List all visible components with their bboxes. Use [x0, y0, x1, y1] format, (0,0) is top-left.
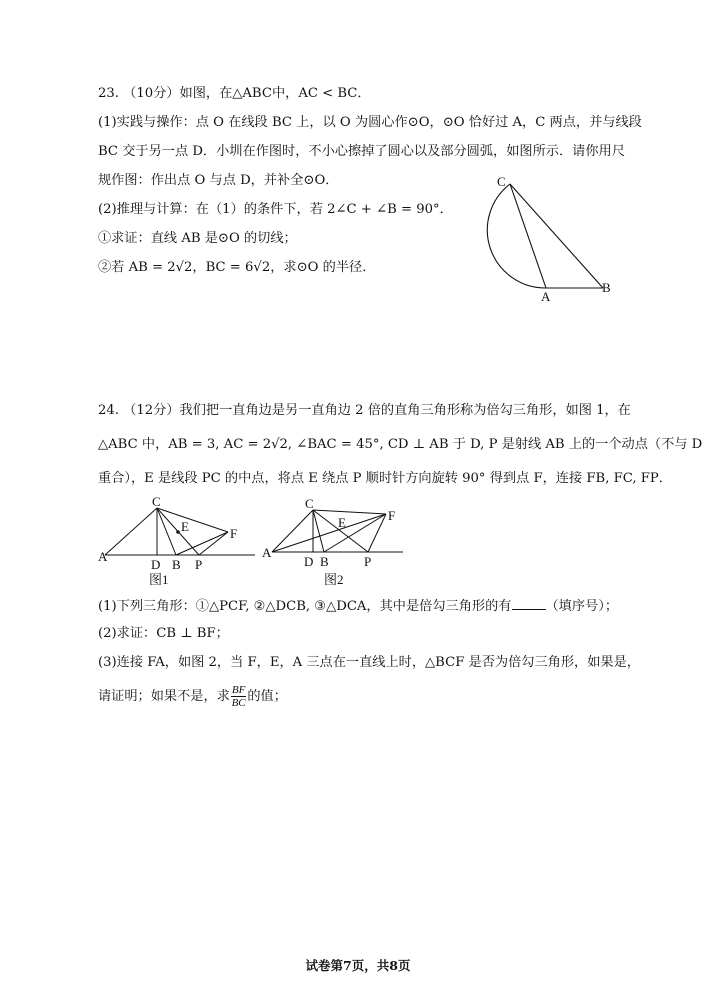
fig2-label-A: A	[262, 545, 272, 560]
q23-part2-i: ①求证：直线 AB 是⊙O 的切线；	[98, 231, 297, 246]
q23-part1-line1: (1)实践与操作：点 O 在线段 BC 上，以 O 为圆心作⊙O，⊙O 恰好过 A，C 两点，并与线段	[98, 115, 642, 130]
fraction-bf-bc	[231, 684, 246, 709]
q24-sub3-cont	[98, 684, 287, 710]
fig2-label-D: D	[304, 554, 314, 569]
fig2-AF	[272, 514, 386, 552]
fig1-label-C: C	[152, 494, 161, 509]
q24-line2: △ABC 中，AB = 3, AC = 2√2, ∠BAC = 45°, CD ⊥ AB 于 D, P 是射线 AB 上的一个动点（不与 D	[98, 437, 703, 452]
q23-part1-line3: 规作图：作出点 O 与点 D，并补全⊙O．	[98, 173, 339, 188]
fig2-AC	[272, 510, 313, 552]
fig2-CF	[313, 510, 386, 514]
fig1-point-E	[176, 530, 180, 534]
fig1-label-B: B	[172, 557, 181, 572]
q24-figure-2	[258, 494, 408, 589]
fig2-label-E: E	[338, 515, 346, 530]
fig2-label-P: P	[364, 554, 372, 569]
q24-figure-1	[95, 494, 260, 589]
fraction-numerator: BF	[231, 684, 246, 696]
q23-part2-ii: ②若 AB = 2√2，BC = 6√2，求⊙O 的半径．	[98, 260, 376, 275]
fig1-label-A: A	[98, 549, 108, 564]
fig2-caption: 图2	[324, 572, 344, 587]
fig1-CB	[157, 508, 176, 555]
answer-blank[interactable]	[512, 597, 546, 610]
q24-sub2: (2)求证：CB ⊥ BF；	[98, 626, 229, 641]
q23-part1-line2: BC 交于另一点 D．小圳在作图时，不小心擦掉了圆心以及部分圆弧，如图所示．请你用尺	[98, 144, 625, 159]
q24-sub3: (3)连接 FA，如图 2，当 F，E，A 三点在一直线上时，△BCF 是否为倍勾三角形，如果是，	[98, 655, 640, 670]
q24-sub1-hint: （填序号）；	[545, 599, 619, 614]
q23-label-A: A	[541, 289, 551, 304]
page-footer: 试卷第7页，共8页	[305, 958, 411, 973]
q23-label-C: C	[497, 174, 506, 189]
fig1-BF	[176, 532, 228, 555]
q24-sub1-text: (1)下列三角形：①△PCF, ②△DCB, ③△DCA，其中是倍勾三角形的有	[98, 599, 512, 614]
q23-figure	[470, 168, 620, 308]
fraction-denominator: BC	[231, 697, 246, 709]
q24-line3: 重合），E 是线段 PC 的中点，将点 E 绕点 P 顺时针方向旋转 90° 得到点 F，连接 FB, FC, FP．	[98, 471, 672, 486]
fig1-label-D: D	[151, 557, 161, 572]
q23-segment-CB	[510, 184, 603, 288]
fig2-label-C: C	[305, 496, 314, 511]
fig1-label-E: E	[181, 519, 189, 534]
q23-arc	[487, 184, 546, 288]
q24-line1: 24. （12分）我们把一直角边是另一直角边 2 倍的直角三角形称为倍勾三角形，如图 1，在	[98, 403, 631, 418]
q23-segment-CA	[510, 184, 546, 288]
fig1-AC	[105, 508, 157, 555]
fig2-label-F: F	[388, 508, 396, 523]
fig1-label-F: F	[230, 526, 238, 541]
fig2-CB	[313, 510, 324, 552]
fig1-PF	[199, 532, 228, 555]
fig1-label-P: P	[195, 557, 203, 572]
q23-part2: (2)推理与计算：在（1）的条件下，若 2∠C + ∠B = 90°．	[98, 202, 453, 217]
q24-sub1	[98, 597, 618, 615]
fig2-label-B: B	[320, 554, 329, 569]
q24-sub3-cont-tail: 的值；	[247, 689, 287, 704]
fig1-caption: 图1	[149, 572, 169, 587]
q23-header: 23. （10分）如图，在△ABC中，AC < BC．	[98, 86, 371, 101]
q23-label-B: B	[602, 280, 611, 295]
q24-sub3-cont-text: 请证明；如果不是，求	[98, 689, 230, 704]
